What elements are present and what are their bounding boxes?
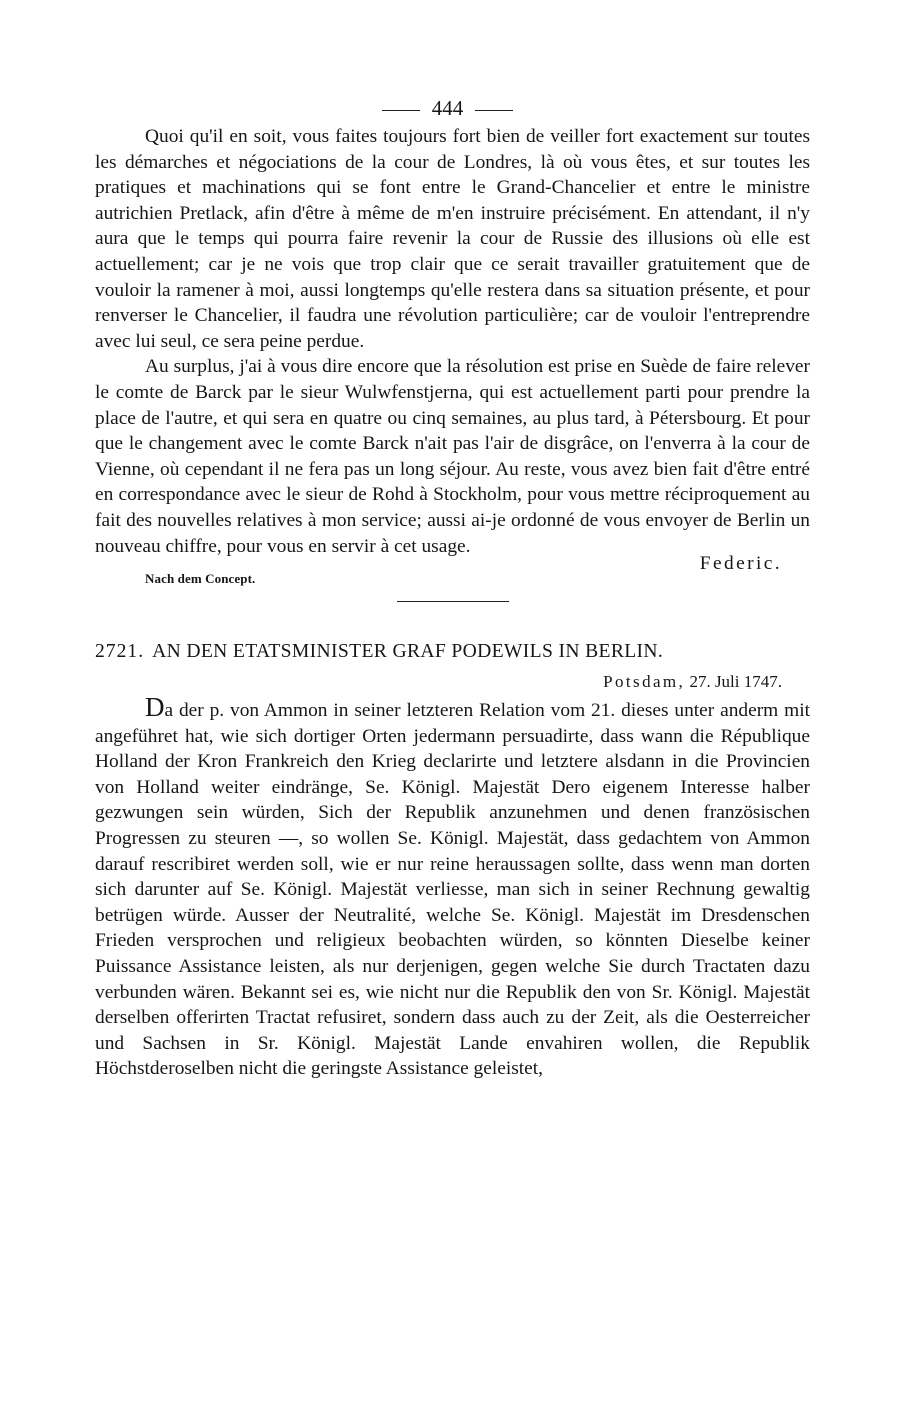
header-dash-right (475, 110, 513, 111)
dateline-date: 27. Juli 1747. (689, 672, 782, 692)
letter-title: AN DEN ETATSMINISTER GRAF PODEWILS IN BERLIN. (152, 641, 664, 663)
section-divider (397, 601, 509, 602)
dateline (95, 667, 810, 697)
dateline-place: Potsdam, (603, 672, 686, 692)
source-note: Nach dem Concept. (145, 571, 256, 587)
header-dash-left (382, 110, 420, 111)
letter-body (95, 692, 810, 1082)
signature: Federic. (699, 553, 782, 575)
letter-closing (95, 553, 810, 591)
paragraph: Quoi qu'il en soit, vous faites toujours fort bien de veiller fort exactement sur toutes les démarches et négociations de la cour de Londres, là où vous êtes, et sur toutes les pratiques et machinations qui se font entre le Grand-Chancelier et entre le ministre autrichien Pretlack, afin d'être à même de m'en instruire précisément. En attendant, il n'y aura que le temps qui pourra faire revenir la cour de Russie des illusions où elle est actuellement; car je ne vois que trop clair que ce serait travailler gratuitement que de vouloir la ramener à moi, aussi longtemps qu'elle restera dans sa situation présente, et pour renverser le Chancelier, il faudra une révolution particulière; car de vouloir l'entreprendre avec lui seul, ce sera peine perdue. (95, 126, 810, 352)
page-number: 444 (431, 96, 464, 120)
letter-heading (95, 637, 810, 667)
letter-number: 2721. (95, 641, 145, 663)
paragraph: Au surplus, j'ai à vous dire encore que la résolution est prise en Suède de faire relever le comte de Barck par le sieur Wulwfenstjerna, qui est actuellement parti pour prendre la place de l'autre, et qui sera en quatre ou cinq semaines, au plus tard, à Pétersbourg. Et pour que le changement avec le comte Barck n'ait pas l'air de disgrâce, on l'enverra à la cour de Vienne, où cependant il ne fera pas un long séjour. Au reste, vous avez bien fait d'être entré en correspondance avec le sieur de Rohd à Stockholm, pour vous mettre réciproquement au fait des nouvelles relatives à mon service; aussi ai-je ordonné de vous envoyer de Berlin un nouveau chiffre, pour vous en servir à cet usage. (95, 356, 810, 557)
letter-body-text: a der p. von Ammon in seiner letzteren Relation vom 21. dieses unter anderm mit angeführet hat, wie sich dortiger Orten jedermann persuadirte, dass wann die République Holland der Kron Frankreich den Krieg declarirte und letztere alsdann in die Provincien von Holland weiter eindränge, Se. Königl. Majestät Dero eigenem Interesse halber gezwungen sein würden, Sich der Republik anzunehmen und denen französischen Progressen zu steuren —, so wollen Se. Königl. Majestät, dass gedachtem von Ammon darauf rescribiret werden soll, wie er nur reine heraussagen sollte, dass wenn man dorten sich darunter auf Se. Königl. Majestät verliesse, man sich in seiner Rechnung gewaltig betrügen würde. Ausser der Neutralité, welche Se. Königl. Majestät im Dresdenschen Frieden versprochen und religieux beobachten würden, so könnten Dieselbe keiner Puissance Assistance leisten, als nur derjenigen, gegen welche Sie durch Tractaten dazu verbunden wären. Bekannt sei es, wie nicht nur die Republik den von Sr. Königl. Majestät derselben offerirten Tractat refusiret, sondern dass auch zu der Zeit, als die Oesterreicher und Sachsen in Sr. Königl. Majestät Lande envahiren wollen, die Republik Höchstderoselben nicht die geringste Assistance geleistet, (95, 700, 810, 1080)
book-page (95, 92, 810, 1082)
drop-cap: D (145, 692, 165, 723)
paragraph (95, 692, 810, 1082)
page-header (85, 92, 810, 124)
previous-letter-text (95, 124, 810, 559)
